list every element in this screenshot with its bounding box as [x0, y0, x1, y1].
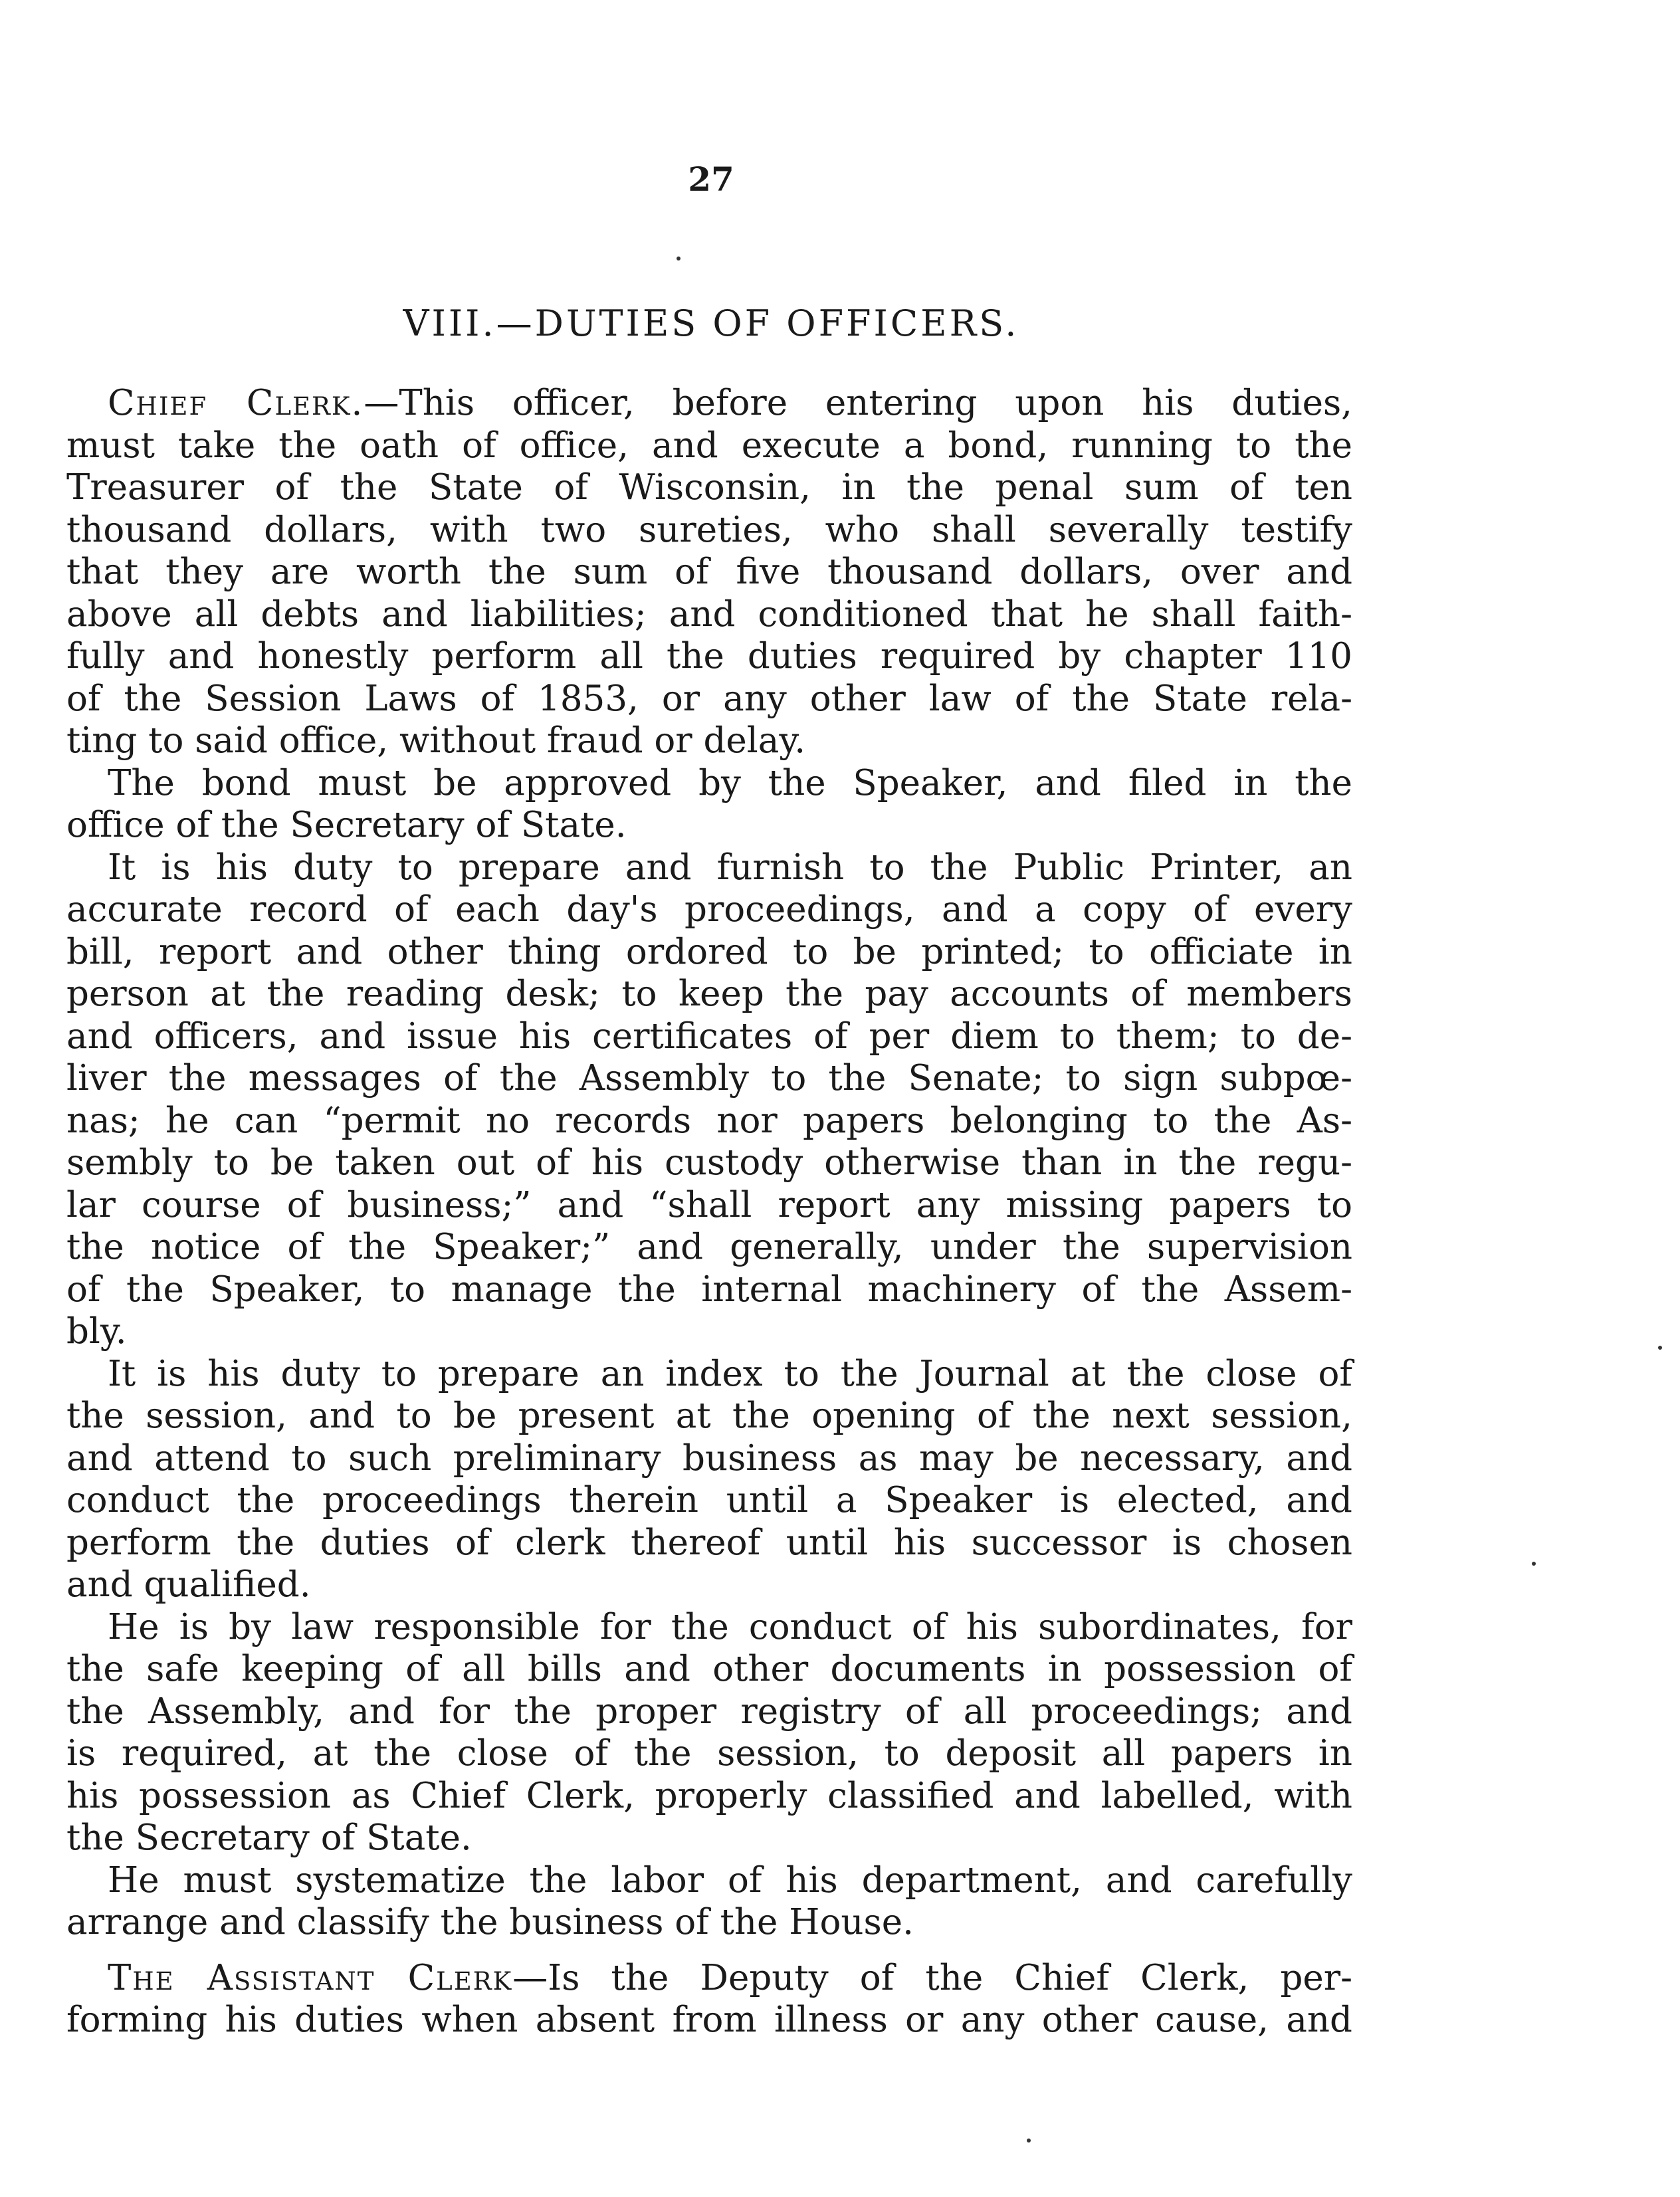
text-line: lar course of business;” and “shall report any missing papers to: [66, 1184, 1352, 1225]
text-line: liver the messages of the Assembly to the Senate; to sign subpœ-: [66, 1058, 1352, 1098]
text-line: of the Speaker, to manage the internal machinery of the Assem-: [66, 1269, 1352, 1310]
paragraph-systematize: [66, 1859, 1352, 1944]
scan-speck: [1658, 1346, 1662, 1350]
text-line: that they are worth the sum of five thousand dollars, over and: [66, 552, 1352, 592]
paragraph-assistant-clerk: [66, 1957, 1352, 2041]
text-line: ting to said office, without fraud or delay.: [66, 720, 806, 761]
text-line: must take the oath of office, and execute a bond, running to the: [66, 425, 1352, 466]
text-line: above all debts and liabilities; and conditioned that he shall faith-: [66, 593, 1352, 635]
text-line: person at the reading desk; to keep the pay accounts of members: [66, 974, 1352, 1014]
text-line: his possession as Chief Clerk, properly classified and labelled, with: [66, 1775, 1352, 1816]
body-text: [66, 382, 1352, 2041]
text-line: It is his duty to prepare and furnish to the Public Printer, an: [108, 847, 1352, 888]
paragraph-chief-clerk: [66, 382, 1352, 762]
text-line: accurate record of each day's proceedings, and a copy of every: [66, 889, 1352, 930]
text-line: fully and honestly perform all the duties required by chapter 110: [66, 636, 1352, 677]
text-line: is required, at the close of the session, to deposit all papers in: [66, 1733, 1352, 1774]
text-line: The Assistant Clerk—Is the Deputy of the Chief Clerk, per-: [108, 1957, 1352, 1998]
scan-speck: [1027, 2139, 1031, 2143]
run-in-heading: Chief Clerk.: [108, 383, 364, 423]
paragraph-index: [66, 1353, 1352, 1606]
text-line: and officers, and issue his certificates of per diem to them; to de-: [66, 1015, 1352, 1057]
text-line: It is his duty to prepare an index to the Journal at the close of: [108, 1353, 1352, 1394]
text-line: bill, report and other thing ordored to be printed; to officiate in: [66, 931, 1352, 972]
text-line: the session, and to be present at the opening of the next session,: [66, 1396, 1352, 1436]
text-line: the Secretary of State.: [66, 1818, 472, 1858]
text-line: the Assembly, and for the proper registry of all proceedings; and: [66, 1691, 1352, 1732]
text-line: He must systematize the labor of his department, and carefully: [108, 1859, 1352, 1901]
text-line: forming his duties when absent from illness or any other cause, and: [66, 2000, 1352, 2040]
paragraph-bond: [66, 762, 1352, 847]
text-line: Treasurer of the State of Wisconsin, in the penal sum of ten: [66, 467, 1352, 508]
text-line: the safe keeping of all bills and other documents in possession of: [66, 1649, 1352, 1689]
text-line: Chief Clerk.—This officer, before entering upon his duties,: [108, 383, 1352, 423]
text-line: arrange and classify the business of the House.: [66, 1902, 914, 1942]
text-line: office of the Secretary of State.: [66, 805, 627, 845]
text-line: and attend to such preliminary business as may be necessary, and: [66, 1437, 1352, 1479]
scan-speck: [677, 257, 681, 261]
page-number: 27: [688, 159, 734, 199]
text-line: of the Session Laws of 1853, or any other law of the State rela-: [66, 678, 1352, 719]
scan-speck: [1532, 1562, 1536, 1566]
text-line: thousand dollars, with two sureties, who shall severally testify: [66, 509, 1352, 550]
text-line: He is by law responsible for the conduct of his subordinates, for: [108, 1606, 1352, 1647]
paragraph-duties: [66, 847, 1352, 1353]
text-line: conduct the proceedings therein until a Speaker is elected, and: [66, 1480, 1352, 1520]
paragraph-responsibility: [66, 1606, 1352, 1859]
text-line: and qualified.: [66, 1564, 311, 1605]
text-line: sembly to be taken out of his custody otherwise than in the regu-: [66, 1142, 1352, 1183]
section-title: VIII.—DUTIES OF OFFICERS.: [403, 302, 1019, 344]
run-in-heading: The Assistant Clerk: [108, 1957, 513, 1998]
text-line: perform the duties of clerk thereof until his successor is chosen: [66, 1522, 1352, 1563]
text-line: bly.: [66, 1311, 127, 1352]
text-line: the notice of the Speaker;” and generally, under the supervision: [66, 1227, 1352, 1267]
text-line: nas; he can “permit no records nor papers belonging to the As-: [66, 1100, 1352, 1141]
text-line: The bond must be approved by the Speaker, and filed in the: [108, 762, 1352, 803]
